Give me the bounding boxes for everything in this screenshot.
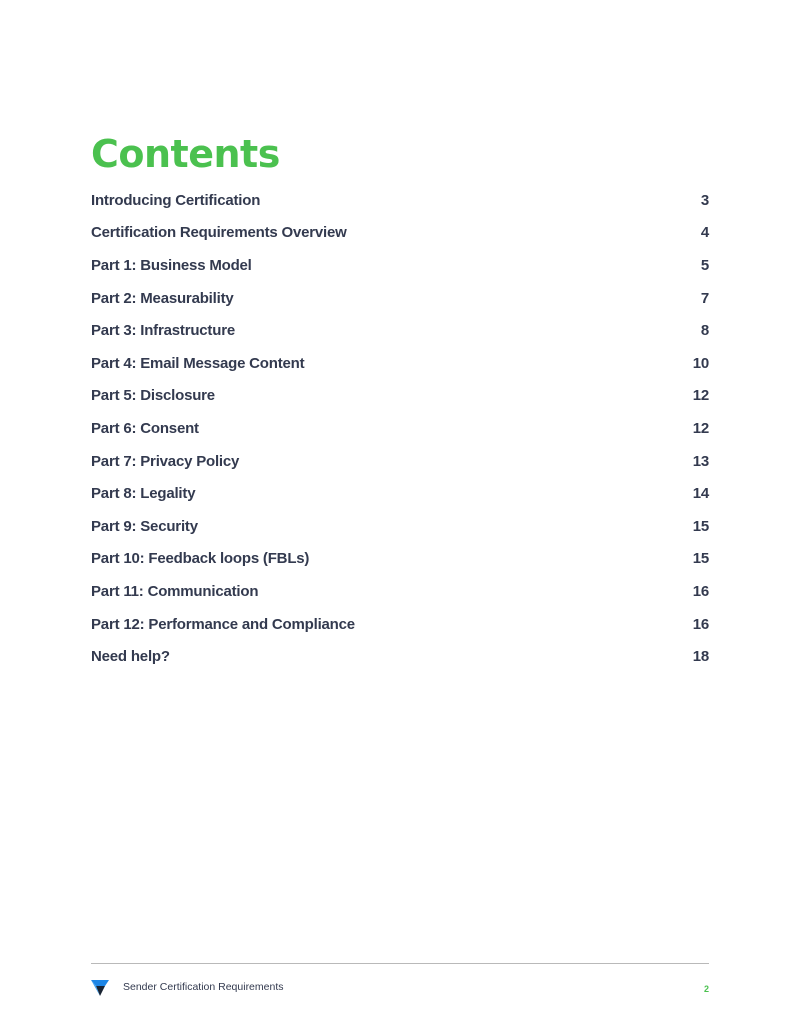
validity-logo-icon <box>91 979 109 997</box>
toc-entry-page-number: 3 <box>700 191 709 209</box>
toc-entry-page-number: 13 <box>692 452 709 470</box>
toc-entry[interactable] <box>91 640 709 673</box>
toc-entry[interactable] <box>91 347 709 380</box>
toc-entry-label: Part 7: Privacy Policy <box>91 452 240 470</box>
toc-entry[interactable] <box>91 445 709 478</box>
toc-entry-page-number: 18 <box>692 648 709 666</box>
page-title: Contents <box>91 132 280 176</box>
toc-entry-page-number: 4 <box>700 224 709 242</box>
toc-entry-page-number: 5 <box>700 256 709 274</box>
toc-entry[interactable] <box>91 217 709 250</box>
footer-page-number: 2 <box>703 984 709 994</box>
toc-entry-label: Part 12: Performance and Compliance <box>91 615 355 633</box>
toc-entry-label: Part 9: Security <box>91 517 198 535</box>
toc-entry[interactable] <box>91 575 709 608</box>
toc-entry-page-number: 12 <box>692 387 709 405</box>
toc-entry-page-number: 16 <box>692 615 709 633</box>
toc-entry-label: Part 11: Communication <box>91 582 259 600</box>
toc-entry[interactable] <box>91 477 709 510</box>
toc-entry-page-number: 10 <box>692 354 709 372</box>
toc-entry-label: Part 10: Feedback loops (FBLs) <box>91 550 310 568</box>
toc-entry[interactable] <box>91 380 709 413</box>
toc-entry-label: Part 8: Legality <box>91 485 196 503</box>
toc-entry-label: Part 3: Infrastructure <box>91 322 235 340</box>
toc-entry-page-number: 15 <box>692 550 709 568</box>
toc-entry[interactable] <box>91 543 709 576</box>
toc-entry-page-number: 16 <box>692 582 709 600</box>
toc-entry[interactable] <box>91 314 709 347</box>
footer-document-title: Sender Certification Requirements <box>123 981 284 993</box>
toc-entry-label: Part 6: Consent <box>91 419 199 437</box>
toc-entry-label: Part 5: Disclosure <box>91 387 215 405</box>
toc-entry[interactable] <box>91 282 709 315</box>
toc-entry-label: Introducing Certification <box>91 191 261 209</box>
toc-entry-label: Certification Requirements Overview <box>91 224 347 242</box>
toc-entry[interactable] <box>91 249 709 282</box>
toc-entry-page-number: 7 <box>700 289 709 307</box>
toc-entry-label: Need help? <box>91 648 170 666</box>
toc-entry[interactable] <box>91 510 709 543</box>
toc-entry[interactable] <box>91 412 709 445</box>
toc-entry-page-number: 8 <box>700 322 709 340</box>
toc-entry-page-number: 12 <box>692 419 709 437</box>
footer-divider <box>91 963 709 964</box>
toc-entry-label: Part 2: Measurability <box>91 289 234 307</box>
toc-entry-page-number: 14 <box>692 485 709 503</box>
toc-entry[interactable] <box>91 184 709 217</box>
table-of-contents <box>91 184 709 673</box>
toc-entry-label: Part 4: Email Message Content <box>91 354 305 372</box>
toc-entry-label: Part 1: Business Model <box>91 256 252 274</box>
toc-entry[interactable] <box>91 608 709 641</box>
toc-entry-page-number: 15 <box>692 517 709 535</box>
